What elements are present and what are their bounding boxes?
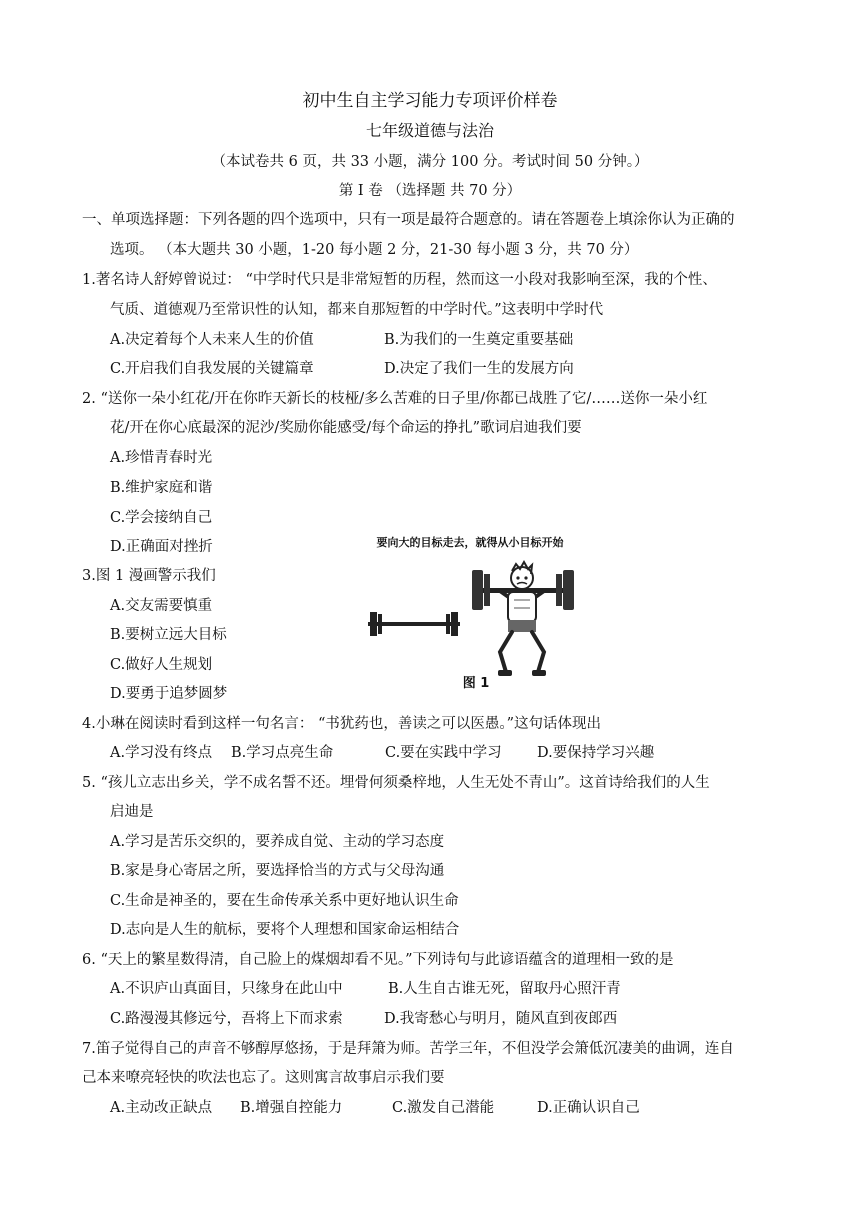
q6-option-a: A.不识庐山真面目，只缘身在此山中 bbox=[110, 981, 343, 997]
q2-option-a: A.珍惜青春时光 bbox=[110, 450, 213, 466]
q1-option-a: A.决定着每个人未来人生的价值 bbox=[110, 332, 314, 348]
q3-option-a: A.交友需要慎重 bbox=[110, 598, 213, 614]
section-instructions-line2: 选项。 （本大题共 30 小题，1-20 每小题 2 分，21-30 每小题 3 分，共 70 分） bbox=[110, 242, 639, 258]
q1-option-b: B.为我们的一生奠定重要基础 bbox=[384, 332, 574, 348]
q6-option-c: C.路漫漫其修远兮，吾将上下而求索 bbox=[110, 1011, 343, 1027]
q6-option-d: D.我寄愁心与明月，随风直到夜郎西 bbox=[384, 1011, 618, 1027]
q4-option-d: D.要保持学习兴趣 bbox=[537, 745, 655, 761]
q6-option-b: B.人生自古谁无死，留取丹心照汗青 bbox=[388, 981, 621, 997]
q2-stem-line1: 2. “送你一朵小红花/开在你昨天新长的枝桠/多么苦难的日子里/你都已战胜了它/……送你一朵小红 bbox=[82, 391, 708, 407]
figure-1 bbox=[360, 534, 580, 694]
q2-stem-line2: 花/开在你心底最深的泥沙/奖励你能感受/每个命运的挣扎”歌词启迪我们要 bbox=[110, 420, 582, 436]
exam-title: 初中生自主学习能力专项评价样卷 bbox=[302, 91, 558, 111]
q7-stem-line2: 己本来嘹亮轻快的吹法也忘了。这则寓言故事启示我们要 bbox=[82, 1070, 445, 1086]
weightlifter-icon bbox=[472, 562, 574, 676]
q7-option-a: A.主动改正缺点 bbox=[110, 1100, 213, 1116]
q3-option-b: B.要树立远大目标 bbox=[110, 627, 227, 643]
weightlifting-cartoon bbox=[360, 554, 580, 684]
q4-option-c: C.要在实践中学习 bbox=[385, 745, 502, 761]
q3-stem-line1: 3.图 1 漫画警示我们 bbox=[82, 568, 216, 584]
small-barbell-icon bbox=[368, 612, 460, 636]
q1-option-c: C.开启我们自我发展的关键篇章 bbox=[110, 361, 314, 377]
q2-option-c: C.学会接纳自己 bbox=[110, 510, 213, 526]
q7-option-c: C.激发自己潜能 bbox=[392, 1100, 495, 1116]
exam-subtitle: 七年级道德与法治 bbox=[365, 121, 494, 140]
q1-stem-line1: 1.著名诗人舒婷曾说过： “中学时代只是非常短暂的历程，然而这一小段对我影响至深，我的个性、 bbox=[82, 272, 717, 288]
q4-stem-line1: 4.小琳在阅读时看到这样一句名言： “书犹药也，善读之可以医愚。”这句话体现出 bbox=[82, 716, 602, 732]
q5-stem-line2: 启迪是 bbox=[110, 804, 154, 820]
section-instructions-line1: 一、单项选择题：下列各题的四个选项中，只有一项是最符合题意的。请在答题卷上填涂你认为正确的 bbox=[82, 212, 735, 228]
q5-stem-line1: 5. “孩儿立志出乡关，学不成名誓不还。埋骨何须桑梓地，人生无处不青山”。这首诗给我们的人生 bbox=[82, 775, 710, 791]
exam-info: （本试卷共 6 页，共 33 小题，满分 100 分。考试时间 50 分钟。） bbox=[211, 154, 649, 170]
q6-stem-line1: 6. “天上的繁星数得清，自己脸上的煤烟却看不见。”下列诗句与此谚语蕴含的道理相一致的是 bbox=[82, 952, 674, 968]
q3-option-d: D.要勇于追梦圆梦 bbox=[110, 686, 228, 702]
q1-option-d: D.决定了我们一生的发展方向 bbox=[384, 361, 574, 377]
q5-option-c: C.生命是神圣的，要在生命传承关系中更好地认识生命 bbox=[110, 893, 459, 909]
q7-option-b: B.增强自控能力 bbox=[240, 1100, 343, 1116]
q5-option-a: A.学习是苦乐交织的，要养成自觉、主动的学习态度 bbox=[110, 834, 445, 850]
q1-stem-line2: 气质、道德观乃至常识性的认知，都来自那短暂的中学时代。”这表明中学时代 bbox=[110, 302, 604, 318]
q2-option-d: D.正确面对挫折 bbox=[110, 539, 213, 555]
figure-1-title: 要向大的目标走去，就得从小目标开始 bbox=[376, 536, 564, 549]
q4-option-b: B.学习点亮生命 bbox=[231, 745, 334, 761]
q7-option-d: D.正确认识自己 bbox=[537, 1100, 640, 1116]
q5-option-d: D.志向是人生的航标，要将个人理想和国家命运相结合 bbox=[110, 922, 460, 938]
q7-stem-line1: 7.笛子觉得自己的声音不够醇厚悠扬，于是拜箫为师。苦学三年，不但没学会箫低沉凄美的曲调，连自 bbox=[82, 1041, 734, 1057]
part-heading: 第 I 卷 （选择题 共 70 分） bbox=[338, 183, 522, 199]
q2-option-b: B.维护家庭和谐 bbox=[110, 480, 213, 496]
q4-option-a: A.学习没有终点 bbox=[110, 745, 213, 761]
q5-option-b: B.家是身心寄居之所，要选择恰当的方式与父母沟通 bbox=[110, 863, 445, 879]
q3-option-c: C.做好人生规划 bbox=[110, 657, 213, 673]
figure-1-caption: 图 1 bbox=[462, 676, 490, 691]
